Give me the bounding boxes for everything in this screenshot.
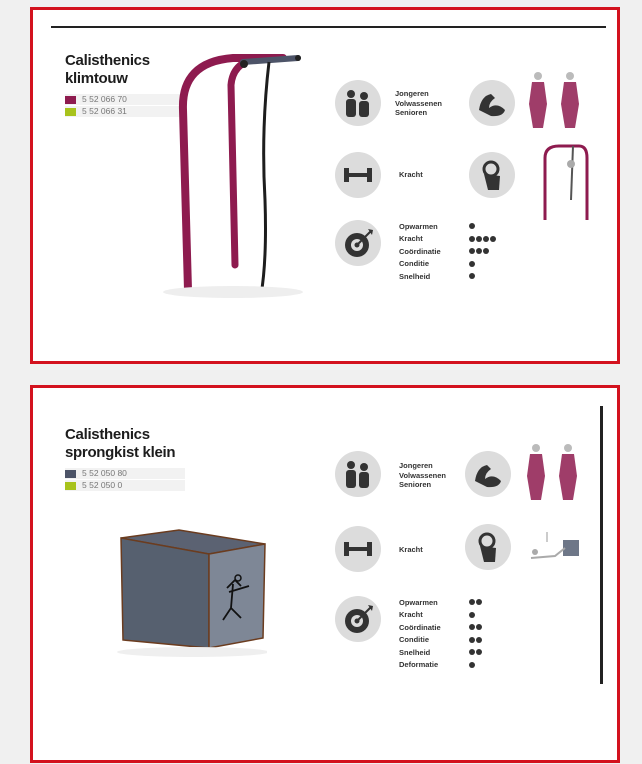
rating-row [399, 233, 496, 246]
title-line-1: Calisthenics [65, 426, 150, 443]
exercise-preview [525, 528, 587, 568]
training-type: Kracht [399, 170, 423, 179]
rating-row [399, 609, 482, 622]
product-code: 5 52 066 31 [82, 106, 127, 116]
rating-dots [469, 637, 482, 643]
climbing-rope-illustration [163, 50, 323, 305]
barbell-icon [335, 526, 381, 572]
product-code-row [65, 468, 185, 479]
people-icon [335, 451, 381, 497]
rating-dots [469, 624, 482, 630]
body-muscles-icon [523, 442, 583, 504]
ratings-list [399, 596, 482, 671]
product-code: 5 52 050 80 [82, 468, 127, 478]
rating-label: Kracht [399, 234, 423, 243]
target-group: Volwassenen [395, 98, 442, 108]
product-code: 5 52 066 70 [82, 94, 127, 104]
divider-line [600, 406, 603, 684]
target-group: Jongeren [395, 89, 429, 98]
rating-row [399, 596, 482, 609]
hand-grip-icon [465, 524, 511, 570]
rating-label: Deformatie [399, 660, 439, 669]
rating-row [399, 258, 496, 271]
rating-dots [469, 612, 475, 618]
rating-dots [469, 236, 496, 242]
rating-label: Snelheid [399, 647, 431, 657]
rating-row [399, 220, 496, 233]
body-muscles-icon [525, 70, 585, 132]
flexed-arm-icon [465, 451, 511, 497]
rating-row [399, 245, 496, 258]
color-swatch [65, 96, 76, 104]
ratings-list [399, 220, 496, 283]
hand-grip-icon [469, 152, 515, 198]
rating-row [399, 659, 482, 672]
target-icon [335, 220, 381, 266]
divider-line [51, 26, 606, 28]
rating-label: Kracht [399, 610, 423, 619]
target-group: Senioren [395, 108, 428, 117]
product-title [65, 52, 150, 88]
target-group: Volwassenen [399, 470, 446, 480]
target-group: Senioren [399, 480, 432, 489]
training-type: Kracht [399, 545, 423, 554]
color-swatch [65, 470, 76, 478]
rating-dots [469, 273, 475, 279]
flexed-arm-icon [469, 80, 515, 126]
barbell-icon [335, 152, 381, 198]
rating-dots [469, 223, 475, 229]
rating-row [399, 621, 482, 634]
rating-row [399, 634, 482, 647]
rating-label: Conditie [399, 259, 429, 268]
people-icon [335, 80, 381, 126]
product-codes [65, 468, 185, 492]
rating-dots [469, 248, 489, 254]
product-title [65, 426, 175, 462]
target-group: Jongeren [399, 461, 433, 470]
exercise-preview [533, 140, 593, 225]
target-groups [395, 89, 442, 118]
rating-dots [469, 649, 482, 655]
rating-label: Opwarmen [399, 221, 438, 231]
rating-row [399, 646, 482, 659]
rating-dots [469, 261, 475, 267]
product-card-sprongkist [30, 385, 620, 763]
rating-dots [469, 662, 475, 668]
rating-label: Coördinatie [399, 246, 441, 256]
rating-label: Snelheid [399, 271, 431, 281]
target-groups [399, 461, 446, 490]
product-code: 5 52 050 0 [82, 480, 123, 490]
rating-label: Opwarmen [399, 597, 438, 607]
target-icon [335, 596, 381, 642]
jump-box-illustration [117, 528, 267, 658]
title-line-2: klimtouw [65, 70, 128, 87]
color-swatch [65, 108, 76, 116]
title-line-2: sprongkist klein [65, 444, 176, 461]
title-line-1: Calisthenics [65, 52, 150, 69]
rating-row [399, 270, 496, 283]
rating-label: Coördinatie [399, 622, 441, 632]
color-swatch [65, 482, 76, 490]
rating-dots [469, 599, 482, 605]
rating-label: Conditie [399, 635, 429, 644]
product-card-klimtouw [30, 7, 620, 364]
product-code-row [65, 480, 185, 491]
